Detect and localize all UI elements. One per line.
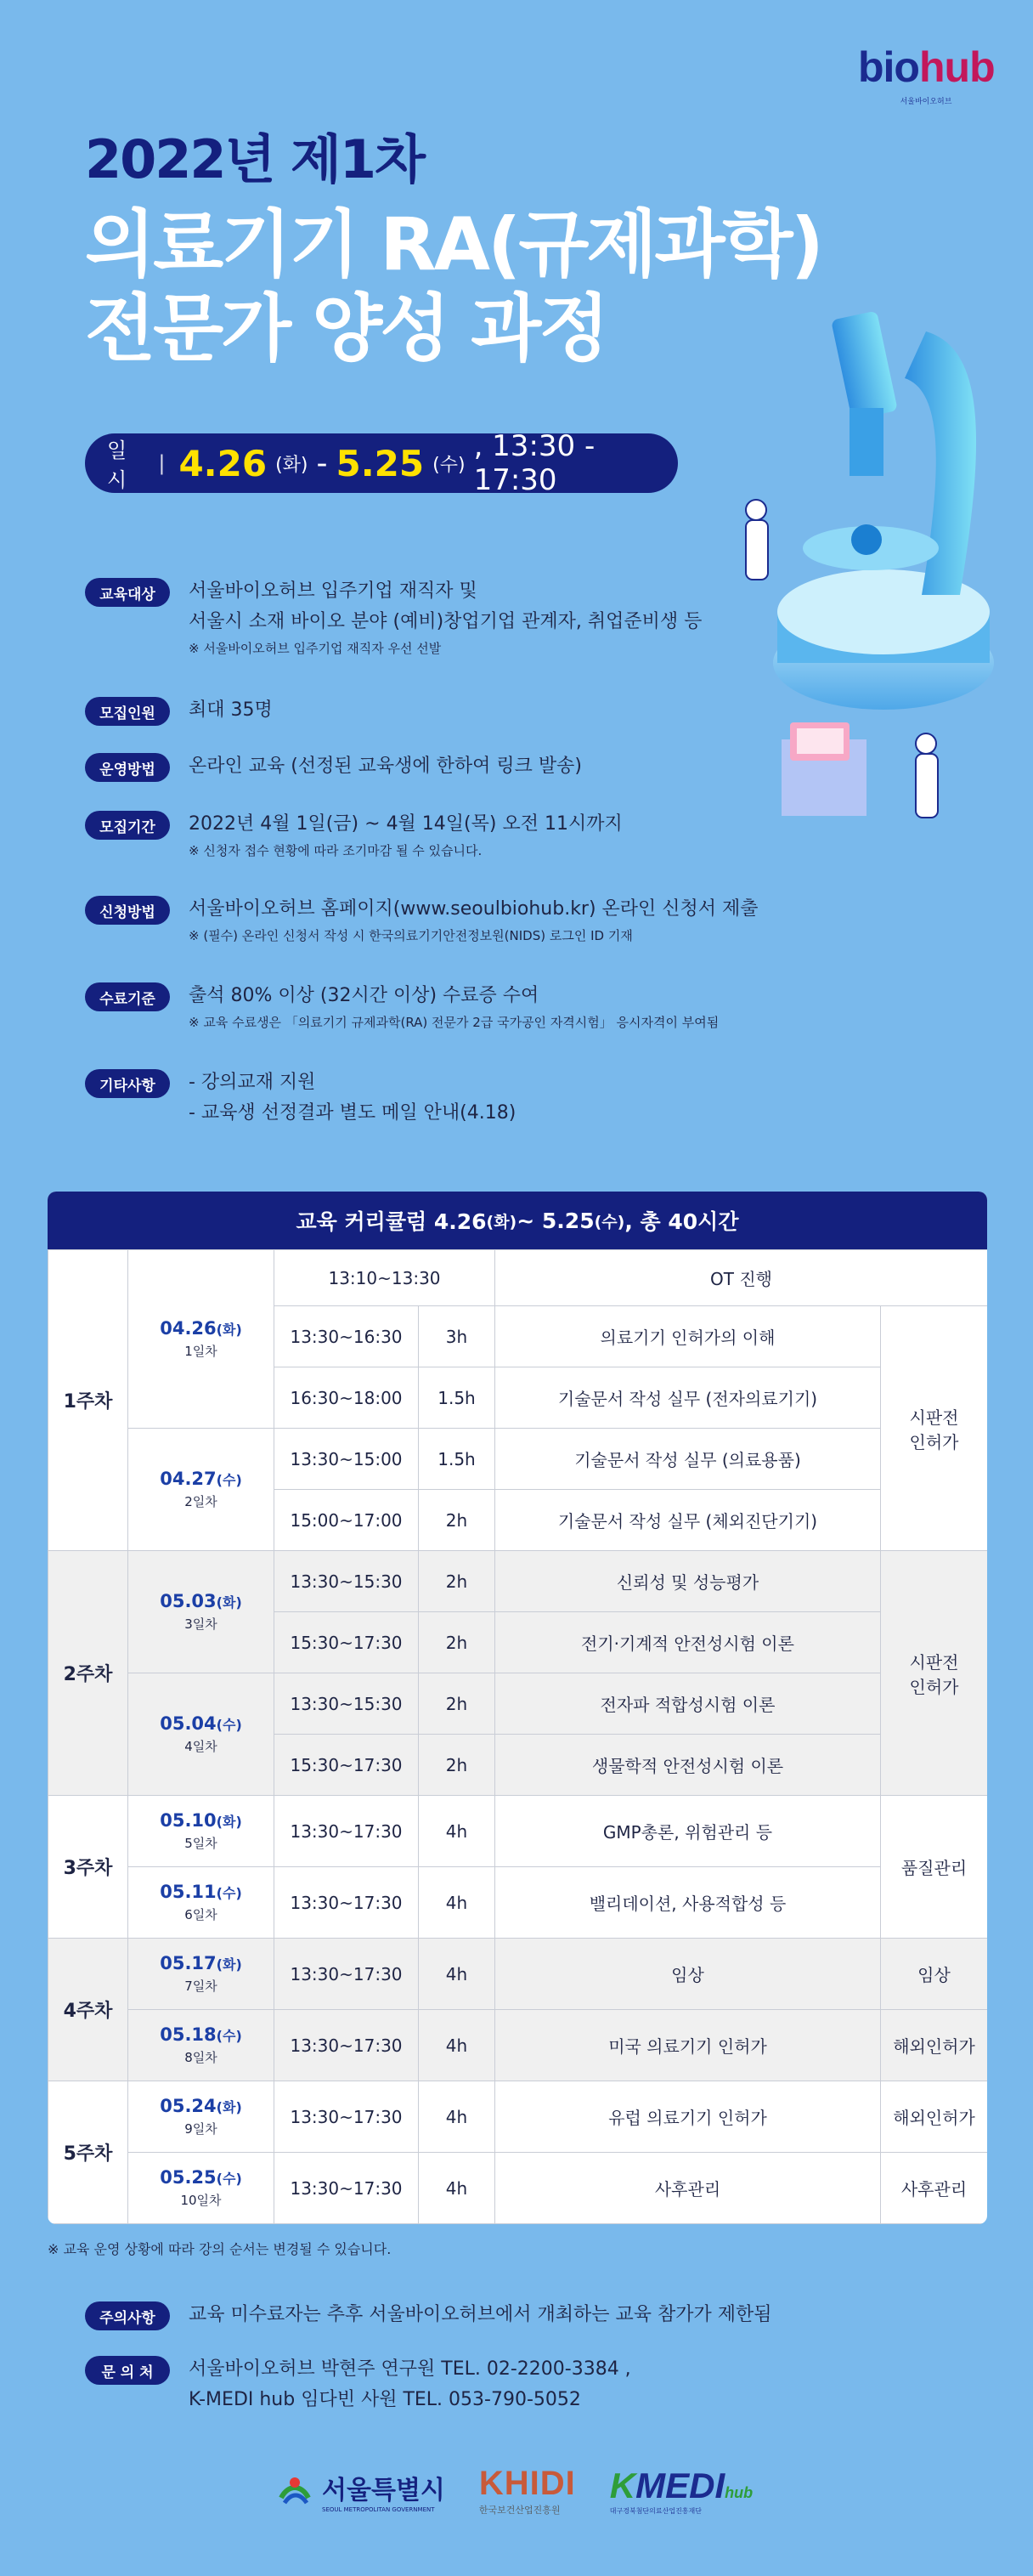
session-title: 유럽 의료기기 인허가 (495, 2081, 881, 2153)
week-cell: 1주차 (48, 1250, 128, 1551)
day-cell (128, 1673, 274, 1796)
info-text: 서울바이오허브 입주기업 재직자 및 (189, 580, 477, 602)
info-text: K-MEDI hub 임다빈 사원 TEL. 053-790-5052 (189, 2389, 581, 2410)
category-cell: 품질관리 (881, 1796, 988, 1939)
session-title: GMP총론, 위험관리 등 (495, 1796, 881, 1867)
schedule-separator: | (158, 451, 166, 475)
info-capacity (85, 695, 273, 726)
end-dow: (수) (432, 454, 466, 476)
curriculum-footnote: ※ 교육 운영 상황에 따라 강의 순서는 변경될 수 있습니다. (48, 2241, 392, 2257)
day-number: 6일차 (184, 1907, 217, 1922)
day-date: 05.18 (160, 2024, 217, 2045)
info-text: - 강의교재 지원 (189, 1072, 316, 1093)
day-dow: (화) (216, 2099, 242, 2115)
curriculum-table (48, 1192, 987, 2224)
info-caution (85, 2300, 772, 2330)
kmedi-logo (610, 2466, 753, 2516)
schedule-pill (85, 429, 678, 497)
day-date: 05.24 (160, 2096, 217, 2116)
kmedi-logo-k: K (609, 2466, 636, 2505)
ot-time: 13:10~13:30 (274, 1250, 495, 1306)
day-number: 7일차 (184, 1979, 217, 1994)
logo-word-bio: bio (858, 43, 919, 91)
info-note: ※ 교육 수료생은 「의료기기 규제과학(RA) 전문가 2급 국가공인 자격시험」 응시자격이 부여됨 (189, 1015, 720, 1030)
day-dow: (수) (216, 1472, 242, 1488)
day-cell (128, 1939, 274, 2010)
page-title (85, 117, 821, 371)
session-hours: 4h (419, 1867, 495, 1939)
session-hours: 2h (419, 1612, 495, 1673)
day-cell (128, 1429, 274, 1551)
day-number: 5일차 (184, 1836, 217, 1851)
end-date: 5.25 (336, 442, 425, 484)
day-date: 05.25 (160, 2167, 217, 2188)
logo-word-hub: hub (918, 43, 995, 91)
seoul-logo (276, 2469, 445, 2513)
info-contact (85, 2354, 631, 2415)
info-text: 온라인 교육 (선정된 교육생에 한하여 링크 발송) (189, 756, 582, 777)
info-note: ※ (필수) 온라인 신청서 작성 시 한국의료기기안전정보원(NIDS) 로그인 ID 기재 (189, 928, 633, 943)
curriculum-head-b: ~ 5.25 (516, 1208, 595, 1233)
day-dow: (화) (216, 1956, 242, 1973)
info-tag: 교육대상 (85, 578, 170, 607)
session-title: 밸리데이션, 사용적합성 등 (495, 1867, 881, 1939)
session-time: 13:30~17:30 (274, 2153, 419, 2224)
session-hours: 2h (419, 1735, 495, 1796)
title-line-2: 의료기기 RA(규제과학) (85, 202, 821, 287)
curriculum-head-a-dow: (화) (486, 1212, 517, 1231)
schedule-label: 일시 (107, 439, 127, 492)
table-row (48, 1867, 988, 1939)
curriculum-head-c: , 총 40시간 (624, 1209, 739, 1234)
seoul-logo-text: 서울특별시 (322, 2475, 445, 2505)
session-hours: 4h (419, 1939, 495, 2010)
session-hours: 2h (419, 1673, 495, 1735)
day-cell (128, 1796, 274, 1867)
session-hours: 4h (419, 1796, 495, 1867)
day-cell (128, 1250, 274, 1429)
curriculum-grid (48, 1249, 987, 2224)
day-number: 4일차 (184, 1739, 217, 1754)
table-row (48, 2010, 988, 2081)
session-title: 기술문서 작성 실무 (전자의료기기) (495, 1367, 881, 1429)
category-cell: 해외인허가 (881, 2081, 988, 2153)
info-tag: 신청방법 (85, 896, 170, 925)
kmedi-logo-sub: 대구경북첨단의료산업진흥재단 (609, 2507, 702, 2515)
seoul-logo-sub: SEOUL METROPOLITAN GOVERNMENT (322, 2505, 435, 2513)
start-date: 4.26 (178, 442, 268, 484)
day-date: 05.04 (160, 1713, 217, 1734)
day-date: 05.17 (160, 1953, 217, 1973)
session-title: 미국 의료기기 인허가 (495, 2010, 881, 2081)
session-title: 기술문서 작성 실무 (의료용품) (495, 1429, 881, 1490)
biohub-logo (858, 42, 994, 106)
title-line-3: 전문가 양성 과정 (85, 286, 607, 371)
info-completion (85, 981, 719, 1033)
info-target (85, 576, 702, 660)
info-note: ※ 서울바이오허브 입주기업 재직자 우선 선발 (189, 641, 442, 656)
day-number: 10일차 (180, 2193, 222, 2208)
day-dow: (화) (216, 1594, 242, 1611)
session-time: 13:30~15:00 (274, 1429, 419, 1490)
info-text: 서울시 소재 바이오 분야 (예비)창업기업 관계자, 취업준비생 등 (189, 611, 703, 632)
table-row (48, 1429, 988, 1490)
info-text: 출석 80% 이상 (32시간 이상) 수료증 수여 (189, 985, 539, 1006)
logo-subtitle: 서울바이오허브 (900, 98, 952, 106)
session-title: 신뢰성 및 성능평가 (495, 1551, 881, 1612)
day-dow: (수) (216, 2028, 242, 2044)
day-number: 2일차 (184, 1494, 217, 1509)
session-time: 15:30~17:30 (274, 1735, 419, 1796)
session-hours: 1.5h (419, 1367, 495, 1429)
footer-logos (276, 2465, 753, 2517)
khidi-logo-sub: 한국보건산업진흥원 (478, 2505, 561, 2516)
day-number: 8일차 (184, 2050, 217, 2065)
khidi-logo (479, 2465, 576, 2517)
table-row (48, 1551, 988, 1612)
info-tag: 기타사항 (85, 1069, 170, 1098)
info-period (85, 809, 623, 862)
session-hours: 4h (419, 2010, 495, 2081)
week-cell: 2주차 (48, 1551, 128, 1796)
session-title: 기술문서 작성 실무 (체외진단기기) (495, 1490, 881, 1551)
session-time: 13:30~17:30 (274, 2010, 419, 2081)
table-row (48, 1796, 988, 1867)
info-text: 서울바이오허브 박현주 연구원 TEL. 02-2200-3384 , (189, 2358, 631, 2380)
date-dash: - (316, 445, 328, 481)
session-title: 임상 (495, 1939, 881, 2010)
day-date: 04.27 (160, 1469, 217, 1489)
category-cell: 시판전 인허가 (881, 1551, 988, 1796)
session-hours: 2h (419, 1551, 495, 1612)
day-number: 9일차 (184, 2121, 217, 2137)
info-method (85, 751, 582, 782)
table-row (48, 2153, 988, 2224)
day-cell (128, 2081, 274, 2153)
session-time: 13:30~17:30 (274, 1796, 419, 1867)
day-cell (128, 1551, 274, 1673)
session-time: 13:30~15:30 (274, 1551, 419, 1612)
day-date: 05.03 (160, 1591, 217, 1611)
session-hours: 3h (419, 1306, 495, 1367)
curriculum-head-a: 교육 커리큘럼 4.26 (296, 1209, 487, 1234)
session-title: 의료기기 인허가의 이해 (495, 1306, 881, 1367)
day-cell (128, 2010, 274, 2081)
khidi-logo-text: KHIDI (478, 2465, 576, 2502)
week-cell: 3주차 (48, 1796, 128, 1939)
session-time: 15:30~17:30 (274, 1612, 419, 1673)
day-date: 04.26 (160, 1318, 217, 1339)
category-cell: 사후관리 (881, 2153, 988, 2224)
title-line-1: 2022년 제1차 (85, 128, 424, 190)
day-dow: (화) (216, 1814, 242, 1830)
table-row (48, 1939, 988, 2010)
session-time: 13:30~15:30 (274, 1673, 419, 1735)
session-hours: 4h (419, 2153, 495, 2224)
info-note: ※ 신청자 접수 현황에 따라 조기마감 될 수 있습니다. (189, 843, 483, 858)
info-tag: 수료기준 (85, 982, 170, 1011)
table-row (48, 2081, 988, 2153)
info-tag: 운영방법 (85, 753, 170, 782)
day-number: 3일차 (184, 1616, 217, 1632)
session-title: 전자파 적합성시험 이론 (495, 1673, 881, 1735)
info-apply (85, 894, 759, 947)
session-title: 사후관리 (495, 2153, 881, 2224)
info-tag: 모집기간 (85, 811, 170, 840)
day-dow: (화) (216, 1322, 242, 1338)
session-time: 16:30~18:00 (274, 1367, 419, 1429)
day-dow: (수) (216, 2171, 242, 2187)
session-time: 13:30~17:30 (274, 1867, 419, 1939)
curriculum-head-b-dow: (수) (594, 1212, 625, 1231)
category-cell: 임상 (881, 1939, 988, 2010)
ot-title: OT 진행 (495, 1250, 988, 1306)
info-text: 최대 35명 (189, 699, 273, 721)
table-row (48, 1673, 988, 1735)
info-tag: 문 의 처 (85, 2356, 170, 2385)
session-hours: 4h (419, 2081, 495, 2153)
info-etc (85, 1067, 516, 1129)
session-time: 15:00~17:00 (274, 1490, 419, 1551)
category-cell: 시판전 인허가 (881, 1306, 988, 1551)
info-text: 2022년 4월 1일(금) ~ 4월 14일(목) 오전 11시까지 (189, 813, 623, 835)
start-dow: (화) (275, 454, 308, 476)
info-tag: 모집인원 (85, 697, 170, 726)
kmedi-logo-hub: hub (725, 2484, 754, 2501)
day-cell (128, 1867, 274, 1939)
session-title: 전기·기계적 안전성시험 이론 (495, 1612, 881, 1673)
session-time: 13:30~17:30 (274, 2081, 419, 2153)
category-cell: 해외인허가 (881, 2010, 988, 2081)
session-title: 생물학적 안전성시험 이론 (495, 1735, 881, 1796)
day-cell (128, 2153, 274, 2224)
week-cell: 4주차 (48, 1939, 128, 2081)
info-text: - 교육생 선정결과 별도 메일 안내(4.18) (189, 1102, 516, 1124)
info-text: 서울바이오허브 홈페이지(www.seoulbiohub.kr) 온라인 신청서 제출 (189, 898, 759, 920)
table-row (48, 1250, 988, 1306)
kmedi-logo-text: MEDI (635, 2466, 725, 2505)
session-time: 13:30~16:30 (274, 1306, 419, 1367)
day-date: 05.11 (160, 1882, 217, 1902)
info-text: 교육 미수료자는 추후 서울바이오허브에서 개최하는 교육 참가가 제한됨 (189, 2304, 772, 2325)
session-hours: 1.5h (419, 1429, 495, 1490)
week-cell: 5주차 (48, 2081, 128, 2224)
seoul-emblem-icon (276, 2472, 313, 2510)
info-tag: 주의사항 (85, 2301, 170, 2330)
day-dow: (수) (216, 1717, 242, 1733)
session-time: 13:30~17:30 (274, 1939, 419, 2010)
session-hours: 2h (419, 1490, 495, 1551)
curriculum-header (48, 1192, 987, 1249)
day-number: 1일차 (184, 1344, 217, 1359)
day-date: 05.10 (160, 1810, 217, 1831)
day-dow: (수) (216, 1885, 242, 1901)
microscope-illustration (731, 297, 1002, 892)
schedule-time: , 13:30 - 17:30 (473, 429, 596, 497)
